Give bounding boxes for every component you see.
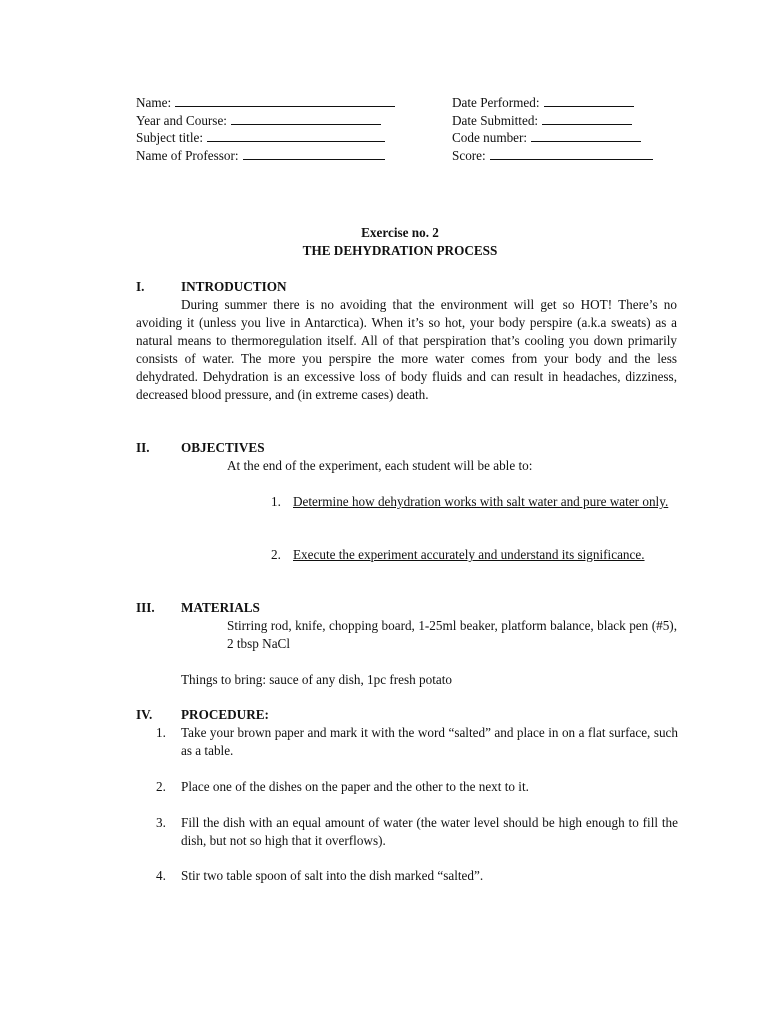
name-blank [175,94,395,107]
procedure-step: 3. Fill the dish with an equal amount of water (the water level should be high enough to fill the dish, but not so high that it overflows). [156,815,678,848]
date-submitted-blank [542,112,632,125]
procedure-step: 2. Place one of the dishes on the paper and the other to the next to it. [156,779,529,794]
field-score: Score: [452,147,653,165]
things-to-bring: Things to bring: sauce of any dish, 1pc fresh potato [181,672,453,687]
field-name: Name: [136,94,395,112]
exercise-title: THE DEHYDRATION PROCESS [302,243,498,258]
exercise-number: Exercise no. 2 [361,225,439,240]
date-performed-blank [544,94,634,107]
header-left-fields [136,94,395,164]
professor-blank [243,147,385,160]
field-date-performed: Date Performed: [452,94,653,112]
procedure-step: 1. Take your brown paper and mark it with the word “salted” and place in on a flat surface, such as a table. [156,725,678,758]
field-subject-title: Subject title: [136,129,395,147]
objective-item: 2. Execute the experiment accurately and understand its significance. [271,547,645,562]
field-professor: Name of Professor: [136,147,395,165]
procedure-step: 4. Stir two table spoon of salt into the dish marked “salted”. [156,868,484,883]
materials-list: Stirring rod, knife, chopping board, 1-25ml beaker, platform balance, black pen (#5), 2 tbsp NaCl [227,618,677,651]
introduction-paragraph: During summer there is no avoiding that the environment will get so HOT! There’s no avoiding it (unless you live in Antarctica). When it’s so hot, your body perspire (a.k.a sweats) as a natural means to thermoregulation itself. All of that perspiration that’s cooling you down primarily consists of water. The more you perspire the more water comes from your body and the less dehydrated. Dehydration is an excessive loss of body fluids and can result in headaches, dizziness, decreased blood pressure, and (in extreme cases) death. [136,297,677,402]
code-number-blank [531,129,641,142]
section-introduction-heading: I. INTRODUCTION [136,279,287,294]
section-procedure-heading: IV. PROCEDURE: [136,707,269,722]
field-year-course: Year and Course: [136,112,395,130]
section-materials-heading: III. MATERIALS [136,600,260,615]
objectives-intro: At the end of the experiment, each student will be able to: [227,458,533,473]
section-objectives-heading: II. OBJECTIVES [136,440,265,455]
field-date-submitted: Date Submitted: [452,112,653,130]
subject-title-blank [207,129,385,142]
score-blank [490,147,653,160]
objective-item: 1. Determine how dehydration works with salt water and pure water only. [271,494,669,509]
header-right-fields [452,94,653,164]
year-course-blank [231,112,381,125]
field-code-number: Code number: [452,129,653,147]
